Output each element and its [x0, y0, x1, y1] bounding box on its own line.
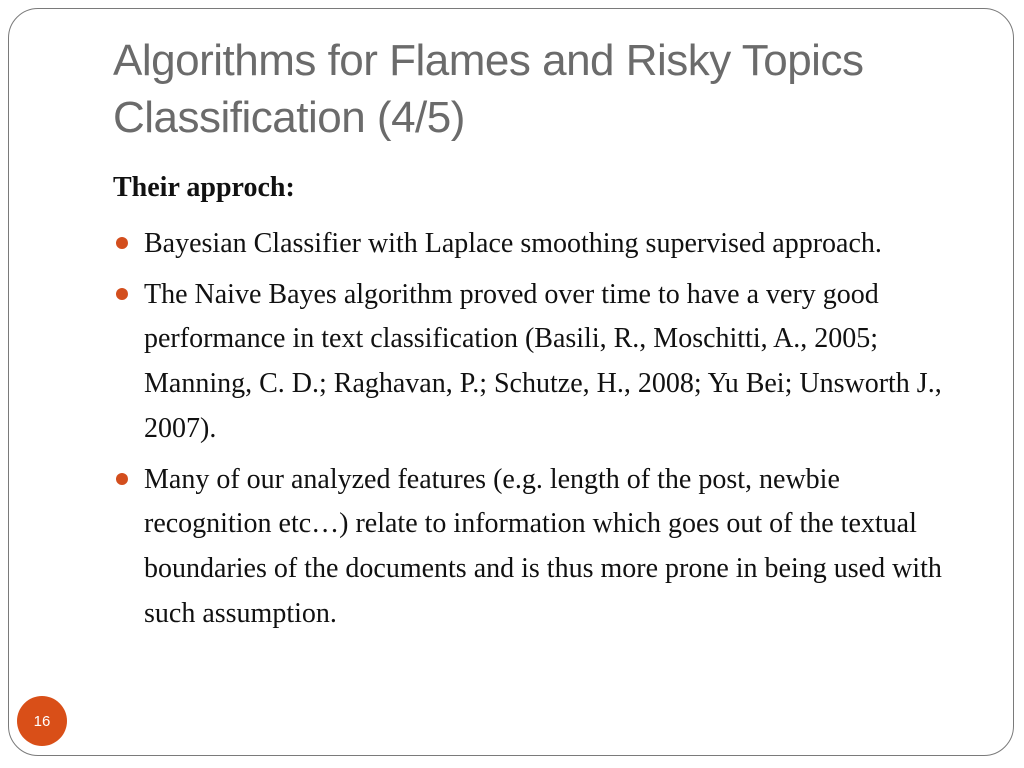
section-heading: Their approch:	[113, 172, 295, 203]
bullet-text-2: The Naive Bayes algorithm proved over time to have a very good performance in text classification (Basili, R., Moschitti, A., 2005; Manning, C. D.; Raghavan, P.; Schutze, H., 2008; Yu Bei; Unsworth J., 2007).	[144, 278, 942, 444]
slide-title	[113, 32, 993, 146]
page-number: 16	[33, 712, 51, 730]
bullet-item-1	[113, 222, 973, 267]
slide-title-line-1: Algorithms for Flames and Risky Topics	[113, 36, 864, 85]
bullet-dot-icon	[116, 473, 128, 485]
slide-title-line-2: Classification (4/5)	[113, 93, 465, 142]
bullet-dot-icon	[116, 288, 128, 300]
bullet-text-3: Many of our analyzed features (e.g. length of the post, newbie recognition etc…) relate to information which goes out of the textual boundaries of the documents and is thus more prone in being used with such assumption.	[144, 463, 942, 629]
bullet-list	[113, 222, 973, 642]
page-number-badge	[17, 696, 67, 746]
bullet-item-3	[113, 458, 973, 637]
bullet-text-1: Bayesian Classifier with Laplace smoothing supervised approach.	[144, 228, 882, 259]
bullet-item-2	[113, 273, 973, 452]
bullet-dot-icon	[116, 237, 128, 249]
